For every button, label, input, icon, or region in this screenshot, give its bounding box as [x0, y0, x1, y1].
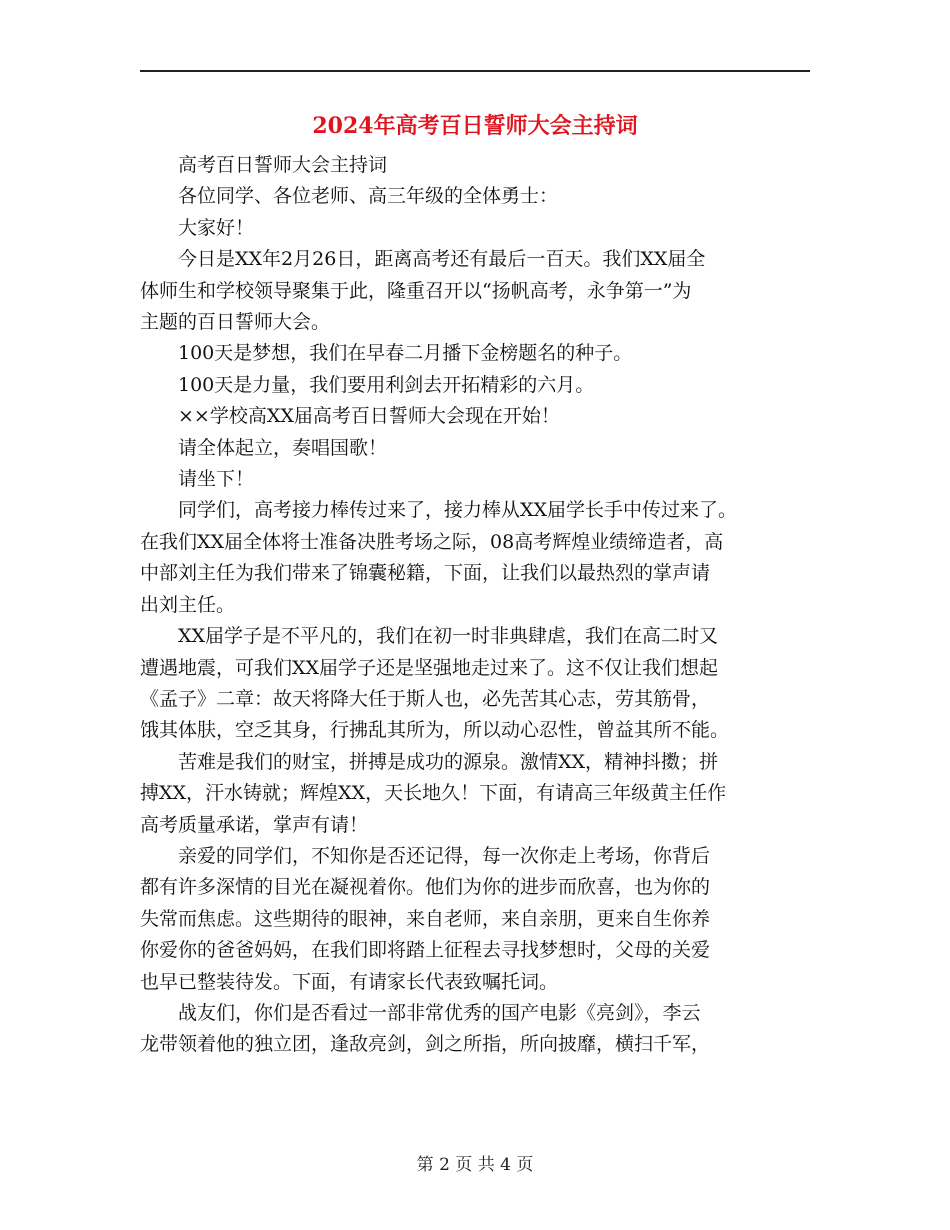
- paragraph: 今日是XX年2月26日，距离高考还有最后一百天。我们XX届全 体师生和学校领导聚集于此，隆重召开以“扬帆高考，永争第一”为 主题的百日誓师大会。: [140, 248, 706, 334]
- paragraph: 100天是梦想，我们在早春二月播下金榜题名的种子。: [178, 342, 633, 365]
- paragraph: 高考百日誓师大会主持词: [178, 154, 388, 176]
- paragraph: 同学们，高考接力棒传过来了，接力棒从XX届学长手中传过来了。 在我们XX届全体将士准备决胜考场之际，08高考辉煌业绩缔造者，高 中部刘主任为我们带来了锦囊秘籍，下面，让我们以最热烈的掌声请 出刘主任。: [140, 499, 738, 616]
- header-rule: [140, 70, 810, 72]
- paragraph: 各位同学、各位老师、高三年级的全体勇士：: [178, 185, 559, 208]
- paragraph: 请坐下！: [178, 468, 255, 491]
- paragraph: 100天是力量，我们要用利剑去开拓精彩的六月。: [178, 373, 595, 396]
- paragraph: ××学校高XX届高考百日誓师大会现在开始！: [178, 405, 560, 428]
- paragraph: 苦难是我们的财宝，拼搏是成功的源泉。激情XX，精神抖擞；拼 搏XX，汗水铸就；辉煌XX，天长地久！下面，有请高三年级黄主任作 高考质量承诺，掌声有请！: [140, 750, 727, 836]
- paragraph: 大家好！: [178, 216, 255, 239]
- document-body: [140, 150, 810, 1061]
- paragraph: XX届学子是不平凡的，我们在初一时非典肆虐，我们在高二时又 遭遇地震，可我们XX届学子还是坚强地走过来了。这不仅让我们想起 《孟子》二章：故天将降大任于斯人也，必先苦其心志，劳其筋骨， 饿其体肤，空乏其身，行拂乱其所为，所以动心忍性，曾益其所不能。: [140, 625, 730, 742]
- paragraph: 亲爱的同学们，不知你是否还记得，每一次你走上考场，你背后 都有许多深情的目光在凝视着你。他们为你的进步而欣喜，也为你的 失常而焦虑。这些期待的眼神，来自老师，来自亲朋，更来自生你养 你爱你的爸爸妈妈，在我们即将踏上征程去寻找梦想时，父母的关爱 也早已整装待发。下面，有请家长代表致嘱托词。: [140, 844, 711, 993]
- paragraph: 战友们，你们是否看过一部非常优秀的国产电影《亮剑》，李云 龙带领着他的独立团，逢敌亮剑，剑之所指，所向披靡，横扫千军，: [140, 1001, 711, 1056]
- paragraph: 请全体起立，奏唱国歌！: [178, 436, 388, 459]
- document-title: 2024年高考百日誓师大会主持词: [312, 113, 638, 139]
- page-footer: 第 2 页 共 4 页: [416, 1155, 534, 1175]
